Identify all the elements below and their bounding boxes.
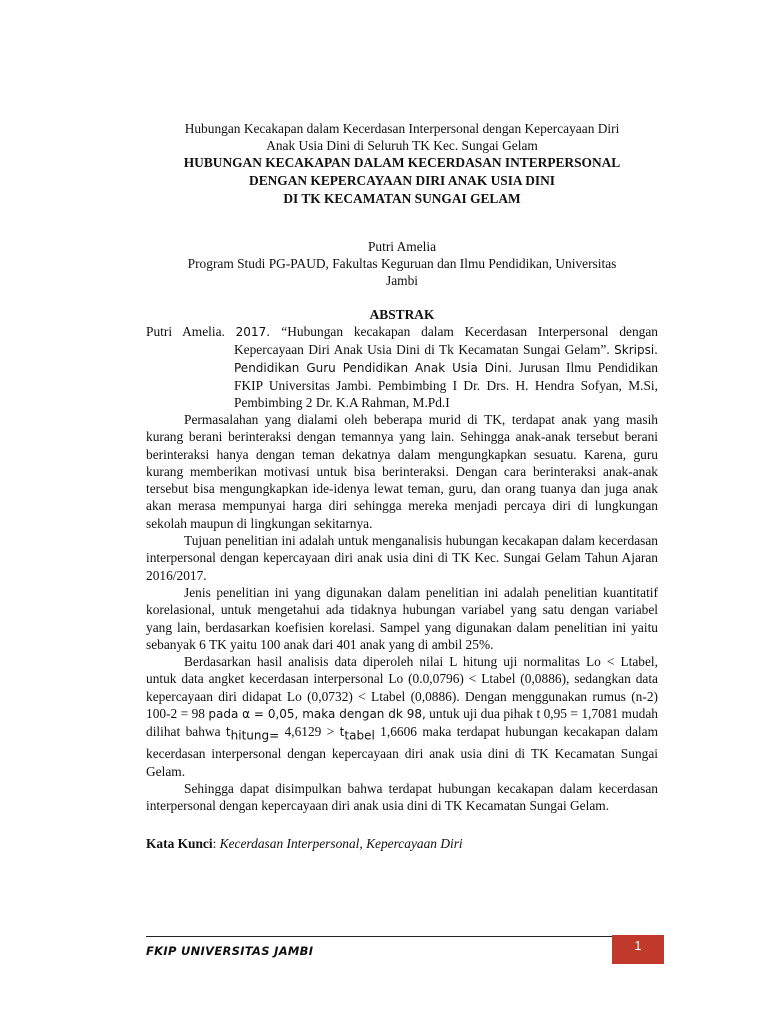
affiliation-line-2: Jambi	[386, 273, 418, 288]
author-affiliation	[146, 255, 658, 289]
affiliation-line-1: Program Studi PG-PAUD, Fakultas Keguruan dan Ilmu Pendidikan, Universitas	[187, 256, 617, 271]
running-title	[146, 120, 658, 154]
citation-year: 2017.	[235, 325, 282, 339]
abstract-heading: ABSTRAK	[369, 307, 435, 322]
abstract-paragraph-3: Jenis penelitian ini yang digunakan dalam penelitian ini adalah penelitian kuantitatif korelasional, untuk mengetahui ada tidaknya hubungan variabel yang satu dengan variabel yang lain, berdasarkan koefisien korelasi. Sampel yang digunakan dalam penelitian ini yaitu sebanyak 6 TK yaitu 100 anak dari 401 anak yang di ambil 25%.	[146, 584, 658, 652]
p4-text-b: pada α = 0,05, maka dengan dk 98,	[208, 707, 426, 722]
page-number: 1	[634, 938, 642, 953]
p4-text-d: 4,6129 >	[279, 724, 340, 740]
abstract-paragraph-5: Sehingga dapat disimpulkan bahwa terdapat hubungan kecakapan dalam kecerdasan interpersonal dengan kepercayaan diri anak usia dini di TK Kecamatan Sungai Gelam.	[146, 780, 658, 814]
p4-text-a: Berdasarkan hasil analisis data diperoleh nilai L hitung uji normalitas Lo < Ltabel, untuk data angket kecerdasan interpersonal Lo (0.0,0796) < Ltabel (0,0886), sedangkan data kepercayaan diri didapat Lo (0,0732) < Ltabel (0,0886). Dengan menggunakan rumus (n-2) 100-2 = 98	[146, 654, 658, 722]
footer-institution: FKIP UNIVERSITAS JAMBI	[146, 944, 314, 958]
footer-divider	[146, 936, 612, 937]
abstract-citation	[146, 323, 658, 411]
t-hitung-subscript: hitung=	[230, 729, 280, 744]
abstract-paragraph-2: Tujuan penelitian ini adalah untuk menganalisis hubungan kecakapan dalam kecerdasan interpersonal dengan kepercayaan diri anak usia dini di TK Kec. Sungai Gelam Tahun Ajaran 2016/2017.	[146, 533, 658, 583]
page-number-badge	[612, 935, 664, 964]
t-hitung-symbol: t	[225, 725, 231, 740]
paper-title-line-2: DENGAN KEPERCAYAAN DIRI ANAK USIA DINI	[249, 173, 555, 188]
citation-author: Putri Amelia.	[146, 324, 236, 339]
keywords-label: Kata Kunci	[146, 835, 213, 851]
author-name: Putri Amelia	[367, 239, 437, 254]
citation-title: “Hubungan kecakapan dalam Kecerdasan Interpersonal dengan Kepercayaan Diri Anak Usia Dini di Tk Kecamatan Sungai Gelam”.	[234, 324, 658, 357]
citation-degree: Skripsi. Pendidikan Guru Pendidikan Anak Usia Dini.	[234, 343, 658, 375]
abstract-paragraph-4	[146, 653, 658, 780]
running-title-line-1: Hubungan Kecakapan dalam Kecerdasan Interpersonal dengan Kepercayaan Diri	[184, 121, 620, 136]
keywords-separator: :	[212, 835, 220, 851]
citation-department: Jurusan Ilmu Pendidikan FKIP Universitas Jambi. Pembimbing I Dr. Drs. H. Hendra Sofyan, M.Si, Pembimbing 2 Dr. K.A Rahman, M.Pd.I	[234, 360, 659, 410]
paper-title-line-1: HUBUNGAN KECAKAPAN DALAM KECERDASAN INTERPERSONAL	[183, 155, 621, 170]
running-title-line-2: Anak Usia Dini di Seluruh TK Kec. Sungai Gelam	[266, 138, 538, 153]
t-tabel-symbol: t	[339, 725, 345, 740]
paper-title-line-3: DI TK KECAMATAN SUNGAI GELAM	[283, 191, 521, 206]
paper-title	[146, 154, 658, 208]
t-tabel-subscript: tabel	[344, 729, 375, 744]
keywords	[146, 835, 658, 852]
abstract-paragraph-1: Permasalahan yang dialami oleh beberapa murid di TK, terdapat anak yang masih kurang berani berinteraksi dengan temannya yang lain. Sehingga anak-anak tersebut berani berinteraksi hanya dengan teman dekatnya dalam mengungkapkan sesuatu. Karena, guru kurang memberikan motivasi untuk bisa berinteraksi. Dengan cara berinteraksi anak-anak tersebut bisa mengungkapkan ide-idenya lewat teman, guru, dan orang tuanya dan juga anak akan merasa mempunyai harga diri sehingga mereka menjadi percaya diri di lungkungan sekolah maupun di lingkungan sekitarnya.	[146, 412, 658, 531]
paper-page	[146, 120, 658, 852]
p4-text-c: untuk uji dua pihak t 0,95 = 1,7081 mudah dilihat bahwa	[146, 706, 658, 740]
p4-text-e: 1,6606 maka terdapat hubungan kecakapan dalam kecerdasan interpersonal dengan kepercayaan diri anak usia dini di TK Kecamatan Sungai Gelam.	[146, 724, 659, 779]
keywords-values: Kecerdasan Interpersonal, Kepercayaan Diri	[219, 835, 463, 851]
